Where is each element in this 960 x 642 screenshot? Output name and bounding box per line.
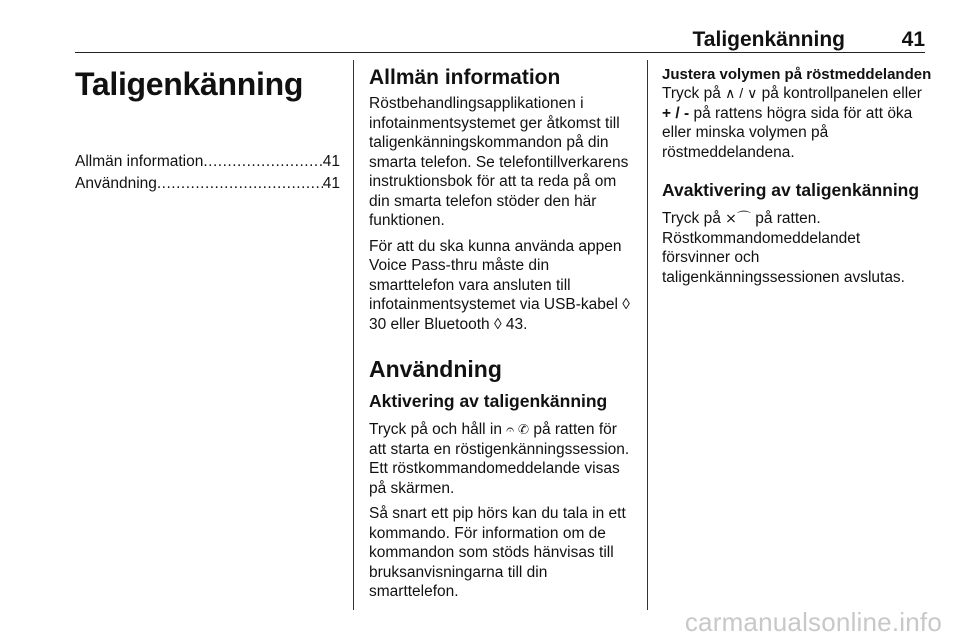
- deactivate-text-b: på ratten. Röstkommandomeddelandet försvinner och taligenkänningssessionen avslutas.: [662, 210, 905, 286]
- page-header: [75, 0, 925, 53]
- column-divider-1: [353, 60, 354, 610]
- volume-text-a: Tryck på: [662, 85, 721, 102]
- subheading-volume: Justera volymen på röstmeddelanden: [662, 66, 932, 83]
- activate-text-a: Tryck på och håll in: [369, 421, 502, 438]
- voice-phone-icon: 𝄐 ✆: [506, 421, 530, 437]
- volume-text-b: på kontrollpanelen eller: [761, 85, 922, 102]
- chapter-title: Taligenkänning: [75, 66, 304, 102]
- toc-leader: [157, 175, 323, 193]
- activate-paragraph-2: Så snart ett pip hörs kan du tala in ett kommando. För information om de kommandon som stöds hänvisas till bruksanvisningarna till din smarttelefon.: [369, 505, 626, 600]
- volume-text-c: på rattens högra sida för att öka eller minska volymen på röstmeddelandena.: [662, 104, 913, 161]
- deactivate-text-a: Tryck på: [662, 210, 721, 227]
- toc-page: 41: [322, 175, 340, 192]
- toc-label: Användning: [75, 175, 157, 192]
- deactivate-paragraph: [662, 209, 932, 287]
- column-3: [662, 60, 932, 293]
- subheading-activate: Aktivering av taligenkänning: [369, 391, 608, 411]
- section-heading-general: Allmän information: [369, 66, 561, 89]
- header-title: Taligenkänning: [692, 28, 845, 51]
- column-1: [75, 60, 340, 197]
- section-heading-usage: Användning: [369, 356, 502, 382]
- activate-paragraph-1: [369, 420, 635, 498]
- toc-leader: [203, 153, 322, 171]
- volume-paragraph: [662, 84, 932, 162]
- hang-up-icon: ⨯⌒: [725, 210, 751, 226]
- subheading-deactivate: Avaktivering av taligenkänning: [662, 180, 920, 200]
- plus-minus-icon: + / -: [662, 104, 690, 122]
- page-number: 41: [901, 28, 925, 51]
- general-paragraph-2: För att du ska kunna använda appen Voice Pass-thru måste din smarttelefon vara ansluten till infotainmentsystemet via USB-kabel ◊ 30 eller Bluetooth ◊ 43.: [369, 237, 630, 333]
- watermark: carmanualsonline.info: [684, 607, 942, 637]
- column-2: [369, 60, 635, 608]
- toc-item[interactable]: [75, 153, 340, 171]
- toc-item[interactable]: [75, 175, 340, 193]
- activate-text-b: på ratten för att starta en röstigenkänningssession. Ett röstkommandomeddelande visas på skärmen.: [369, 421, 630, 497]
- general-paragraph-1: Röstbehandlingsapplikationen i infotainmentsystemet ger åtkomst till taligenkänningskommandon på din smarta telefon. Se telefontillverkarens instruktionsbok för att ta reda på om din smarta telefon stöder den här funktionen.: [369, 95, 629, 229]
- toc-page: 41: [322, 153, 340, 170]
- up-down-arrows-icon: ∧ / ∨: [725, 85, 758, 101]
- toc-label: Allmän information: [75, 153, 204, 170]
- column-divider-2: [647, 60, 648, 610]
